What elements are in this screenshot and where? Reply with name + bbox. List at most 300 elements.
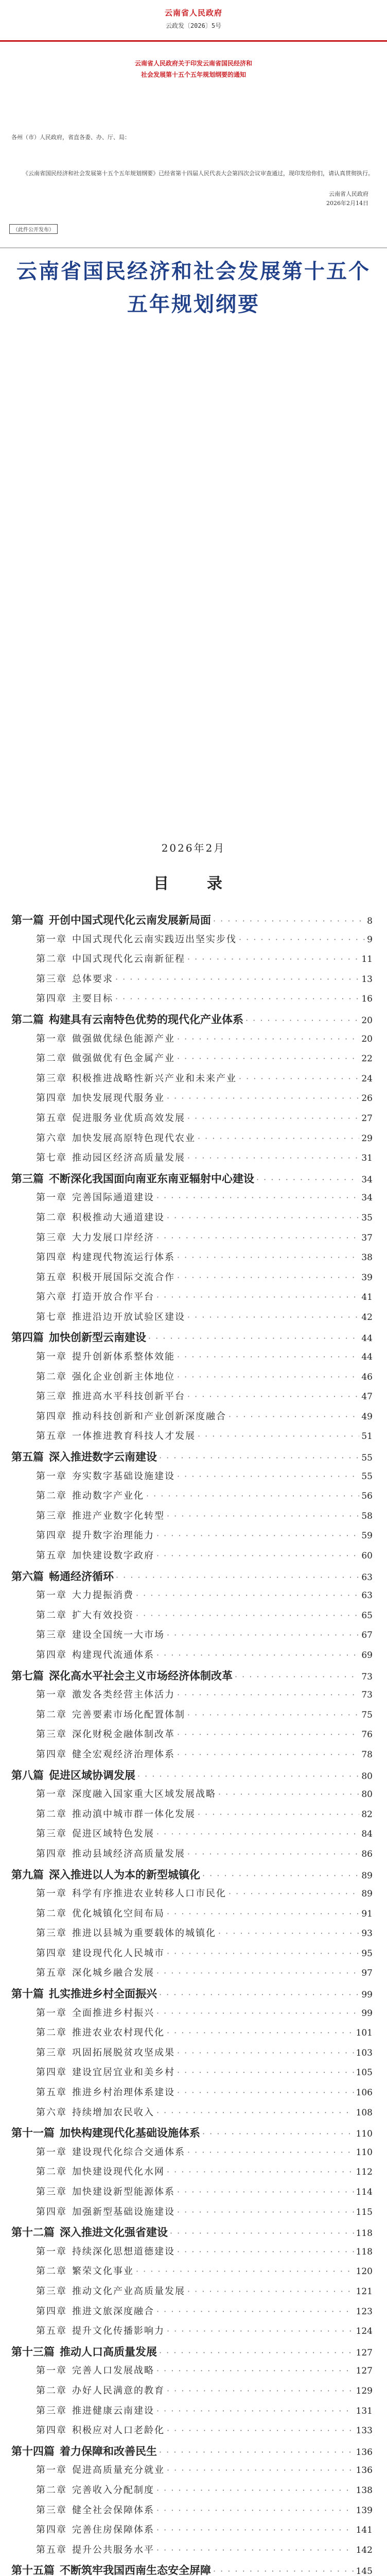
toc-leader-dots bbox=[245, 1015, 359, 1025]
toc-row-label: 第三章 bbox=[36, 2047, 67, 2058]
toc-page-number: 115 bbox=[356, 2207, 373, 2217]
toc-page-number: 37 bbox=[361, 1232, 373, 1243]
toc-chapter-row[interactable] bbox=[11, 2324, 373, 2344]
toc-row-title: 深化高水平社会主义市场经济体制改革 bbox=[49, 1669, 233, 1682]
toc-part-row[interactable] bbox=[11, 1986, 373, 2006]
toc-leader-dots bbox=[177, 1750, 359, 1759]
toc-chapter-row[interactable] bbox=[11, 1469, 373, 1489]
toc-row-title: 扩大有效投资 bbox=[72, 1609, 134, 1621]
toc-page-number: 95 bbox=[361, 1948, 373, 1959]
toc-chapter-row[interactable] bbox=[11, 1051, 373, 1071]
toc-row-title: 办好人民满意的教育 bbox=[72, 2385, 165, 2396]
toc-chapter-row[interactable] bbox=[11, 1310, 373, 1330]
toc-leader-dots bbox=[187, 1392, 359, 1401]
toc-chapter-row[interactable] bbox=[11, 2383, 373, 2403]
table-of-contents bbox=[11, 912, 373, 2576]
toc-row-title: 巩固拓展脱贫攻坚成果 bbox=[72, 2047, 175, 2058]
toc-row-label: 第六章 bbox=[36, 1132, 67, 1144]
toc-leader-dots bbox=[177, 2088, 354, 2097]
toc-part-row[interactable] bbox=[11, 1011, 373, 1031]
toc-leader-dots bbox=[239, 935, 365, 944]
toc-row-title: 加快建设现代化水网 bbox=[72, 2166, 165, 2178]
toc-row-title: 提升文化传播影响力 bbox=[72, 2326, 165, 2337]
toc-part-row[interactable] bbox=[11, 1449, 373, 1469]
toc-chapter-row[interactable] bbox=[11, 1270, 373, 1290]
toc-row-title: 着力保障和改善民生 bbox=[60, 2444, 157, 2458]
toc-page-number: 13 bbox=[361, 974, 373, 985]
toc-page-number: 73 bbox=[361, 1671, 373, 1682]
toc-chapter-row[interactable] bbox=[11, 1886, 373, 1906]
toc-row-title: 推进健康云南建设 bbox=[72, 2405, 154, 2416]
toc-leader-dots bbox=[156, 2008, 359, 2018]
toc-leader-dots bbox=[167, 1630, 359, 1640]
toc-leader-dots bbox=[167, 1948, 359, 1958]
toc-chapter-row[interactable] bbox=[11, 2244, 373, 2264]
toc-row-label: 第四章 bbox=[36, 1093, 67, 1104]
toc-page-number: 67 bbox=[361, 1630, 373, 1641]
toc-row-label: 第三章 bbox=[36, 1391, 67, 1402]
toc-row-title: 积极应对人口老龄化 bbox=[72, 2425, 165, 2436]
toc-row-label: 第五章 bbox=[36, 1431, 67, 1442]
toc-leader-dots bbox=[187, 1710, 359, 1720]
toc-leader-dots bbox=[213, 2566, 354, 2576]
toc-leader-dots bbox=[187, 2286, 354, 2296]
toc-chapter-row[interactable] bbox=[11, 2264, 373, 2284]
toc-leader-dots bbox=[198, 1133, 359, 1143]
toc-chapter-row[interactable] bbox=[11, 1389, 373, 1409]
toc-page-number: 38 bbox=[361, 1252, 373, 1263]
toc-row-title: 建设宜居宜业和美乡村 bbox=[72, 2067, 175, 2078]
toc-row-label: 第六篇 bbox=[11, 1569, 44, 1583]
toc-leader-dots bbox=[136, 2266, 354, 2276]
toc-row-title: 推动滇中城市群一体化发展 bbox=[72, 1808, 196, 1820]
toc-chapter-row[interactable] bbox=[11, 972, 373, 992]
toc-page-number: 44 bbox=[361, 1333, 373, 1344]
toc-chapter-row[interactable] bbox=[11, 1349, 373, 1369]
toc-leader-dots bbox=[159, 1453, 359, 1463]
toc-row-label: 第四章 bbox=[36, 2306, 67, 2317]
toc-leader-dots bbox=[187, 1153, 359, 1163]
toc-row-label: 第三篇 bbox=[11, 1172, 44, 1185]
toc-row-label: 第一章 bbox=[36, 934, 67, 945]
toc-chapter-row[interactable] bbox=[11, 1727, 373, 1747]
toc-row-label: 第四章 bbox=[36, 2524, 67, 2536]
toc-leader-dots bbox=[177, 1730, 359, 1739]
toc-leader-dots bbox=[177, 1252, 359, 1262]
toc-row-title: 推动科技创新和产业创新深度融合 bbox=[72, 1411, 226, 1422]
toc-row-label: 第三章 bbox=[36, 1510, 67, 1521]
toc-leader-dots bbox=[187, 1849, 359, 1859]
toc-part-row[interactable] bbox=[11, 1568, 373, 1588]
toc-chapter-row[interactable] bbox=[11, 1409, 373, 1429]
toc-page-number: 110 bbox=[356, 2129, 373, 2140]
toc-part-row[interactable] bbox=[11, 912, 373, 932]
toc-row-label: 第二章 bbox=[36, 1490, 67, 1502]
toc-page-number: 29 bbox=[361, 1133, 373, 1144]
toc-chapter-row[interactable] bbox=[11, 1190, 373, 1210]
toc-chapter-row[interactable] bbox=[11, 1588, 373, 1608]
toc-page-number: 133 bbox=[356, 2426, 373, 2436]
toc-row-title: 推进文旅深度融合 bbox=[72, 2306, 154, 2317]
toc-page-number: 73 bbox=[361, 1690, 373, 1701]
toc-row-title: 主要目标 bbox=[72, 993, 113, 1005]
toc-leader-dots bbox=[256, 1175, 359, 1184]
toc-chapter-row[interactable] bbox=[11, 1926, 373, 1946]
toc-leader-dots bbox=[187, 1113, 359, 1123]
main-title bbox=[0, 255, 387, 321]
toc-row-label: 第十三篇 bbox=[11, 2345, 55, 2358]
toc-row-title: 大力发展口岸经济 bbox=[72, 1232, 154, 1243]
toc-leader-dots bbox=[167, 2326, 354, 2336]
toc-leader-dots bbox=[146, 1491, 359, 1501]
toc-row-title: 推进沿边开放试验区建设 bbox=[72, 1311, 185, 1323]
toc-page-number: 141 bbox=[356, 2525, 373, 2536]
toc-leader-dots bbox=[167, 2028, 354, 2038]
toc-page-number: 112 bbox=[356, 2167, 373, 2178]
toc-row-label: 第六章 bbox=[36, 2107, 67, 2118]
toc-leader-dots bbox=[177, 1273, 359, 1282]
toc-chapter-row[interactable] bbox=[11, 1369, 373, 1389]
toc-row-label: 第九篇 bbox=[11, 1868, 44, 1881]
toc-part-row[interactable] bbox=[11, 1767, 373, 1787]
toc-page-number: 110 bbox=[356, 2147, 373, 2158]
toc-row-title: 建设全国统一大市场 bbox=[72, 1630, 165, 1641]
toc-page-number: 42 bbox=[361, 1312, 373, 1323]
toc-leader-dots bbox=[213, 916, 365, 926]
toc-row-label: 第八篇 bbox=[11, 1768, 44, 1782]
toc-row-title: 一体推进教育科技人才发展 bbox=[72, 1431, 196, 1442]
toc-page-number: 69 bbox=[361, 1650, 373, 1660]
toc-chapter-row[interactable] bbox=[11, 2503, 373, 2523]
toc-chapter-row[interactable] bbox=[11, 2145, 373, 2165]
toc-chapter-row[interactable] bbox=[11, 2304, 373, 2324]
toc-page-number: 118 bbox=[356, 2228, 373, 2239]
toc-row-label: 第五章 bbox=[36, 1550, 67, 1561]
toc-chapter-row[interactable] bbox=[11, 1787, 373, 1807]
toc-row-title: 深度融入国家重大区域发展战略 bbox=[72, 1789, 216, 1800]
toc-row-title: 加快建设新型能源体系 bbox=[72, 2187, 175, 2197]
toc-page-number: 124 bbox=[356, 2326, 373, 2337]
toc-row-title: 建设现代化综合交通体系 bbox=[72, 2146, 185, 2158]
toc-row-title: 激发各类经营主体活力 bbox=[72, 1689, 175, 1701]
toc-page-number: 26 bbox=[361, 1093, 373, 1104]
toc-page-number: 55 bbox=[361, 1453, 373, 1464]
toc-row-label: 第二章 bbox=[36, 1371, 67, 1382]
toc-row-title: 畅通经济循环 bbox=[49, 1569, 114, 1583]
toc-chapter-row[interactable] bbox=[11, 2184, 373, 2205]
toc-part-row[interactable] bbox=[11, 2562, 373, 2576]
toc-row-label: 第四章 bbox=[36, 1411, 67, 1422]
toc-part-row[interactable] bbox=[11, 1171, 373, 1191]
toc-row-label: 第三章 bbox=[36, 2504, 67, 2516]
toc-row-label: 第二章 bbox=[36, 1053, 67, 1064]
toc-chapter-row[interactable] bbox=[11, 1210, 373, 1230]
toc-row-label: 第二章 bbox=[36, 1808, 67, 1820]
toc-page-number: 11 bbox=[361, 954, 373, 965]
toc-leader-dots bbox=[167, 1093, 359, 1103]
toc-part-row[interactable] bbox=[11, 2125, 373, 2145]
toc-row-title: 中国式现代化云南新征程 bbox=[72, 954, 185, 965]
toc-row-label: 第一章 bbox=[36, 1470, 67, 1482]
toc-leader-dots bbox=[156, 2505, 354, 2515]
toc-part-row[interactable] bbox=[11, 1668, 373, 1688]
toc-row-title: 全面推进乡村振兴 bbox=[72, 2007, 154, 2019]
toc-page-number: 99 bbox=[361, 1990, 373, 2001]
toc-chapter-row[interactable] bbox=[11, 1031, 373, 1052]
toc-chapter-row[interactable] bbox=[11, 1628, 373, 1648]
toc-page-number: 75 bbox=[361, 1709, 373, 1720]
toc-row-title: 促进高质量充分就业 bbox=[72, 2465, 165, 2476]
notice-title bbox=[0, 58, 387, 80]
toc-page-number: 56 bbox=[361, 1491, 373, 1502]
toc-chapter-row[interactable] bbox=[11, 2205, 373, 2225]
toc-leader-dots bbox=[156, 1650, 359, 1660]
toc-page-number: 22 bbox=[361, 1054, 373, 1064]
toc-chapter-row[interactable] bbox=[11, 1846, 373, 1867]
toc-leader-dots bbox=[177, 2207, 354, 2217]
toc-row-title: 推动文化产业高质量发展 bbox=[72, 2285, 185, 2297]
toc-row-title: 构建现代物流运行体系 bbox=[72, 1252, 175, 1263]
toc-leader-dots bbox=[177, 1352, 359, 1362]
toc-row-label: 第三章 bbox=[36, 973, 67, 985]
toc-row-label: 第六章 bbox=[36, 1292, 67, 1303]
toc-leader-dots bbox=[218, 1928, 359, 1938]
toc-row-label: 第一章 bbox=[36, 1888, 67, 1900]
toc-page-number: 89 bbox=[361, 1870, 373, 1881]
toc-page-number: 118 bbox=[356, 2246, 373, 2257]
toc-page-number: 24 bbox=[361, 1073, 373, 1084]
toc-part-row[interactable] bbox=[11, 2443, 373, 2463]
toc-row-label: 第一章 bbox=[36, 2146, 67, 2158]
toc-row-label: 第二章 bbox=[36, 1908, 67, 1919]
toc-page-number: 106 bbox=[356, 2088, 373, 2098]
toc-chapter-row[interactable] bbox=[11, 2045, 373, 2065]
toc-chapter-row[interactable] bbox=[11, 1528, 373, 1548]
toc-chapter-row[interactable] bbox=[11, 1965, 373, 1986]
toc-leader-dots bbox=[159, 2348, 354, 2358]
toc-leader-dots bbox=[239, 1074, 359, 1083]
toc-row-label: 第二章 bbox=[36, 2027, 67, 2039]
toc-row-label: 第三章 bbox=[36, 1232, 67, 1243]
toc-chapter-row[interactable] bbox=[11, 2543, 373, 2563]
toc-row-title: 做强做优绿色能源产业 bbox=[72, 1033, 175, 1044]
toc-page-number: 31 bbox=[361, 1153, 373, 1164]
toc-row-label: 第二章 bbox=[36, 2385, 67, 2396]
toc-chapter-row[interactable] bbox=[11, 1488, 373, 1509]
toc-chapter-row[interactable] bbox=[11, 1230, 373, 1250]
toc-page-number: 89 bbox=[361, 1889, 373, 1900]
toc-chapter-row[interactable] bbox=[11, 1509, 373, 1529]
toc-row-label: 第七章 bbox=[36, 1153, 67, 1164]
document-number: 云政发〔2026〕5号 bbox=[165, 22, 222, 29]
toc-page-number: 129 bbox=[356, 2385, 373, 2396]
toc-chapter-row[interactable] bbox=[11, 991, 373, 1011]
toc-row-title: 持续增加农民收入 bbox=[72, 2107, 154, 2118]
toc-page-number: 51 bbox=[361, 1431, 373, 1442]
toc-leader-dots bbox=[187, 1312, 359, 1322]
toc-row-label: 第四章 bbox=[36, 2206, 67, 2217]
notice-title-line2: 社会发展第十五个五年规划纲要的通知 bbox=[140, 71, 246, 78]
toc-chapter-row[interactable] bbox=[11, 1648, 373, 1668]
toc-page-number: 27 bbox=[361, 1113, 373, 1124]
toc-chapter-row[interactable] bbox=[11, 2164, 373, 2184]
recipients: 各州（市）人民政府，省直各委、办、厅、局： bbox=[11, 134, 130, 141]
toc-leader-dots bbox=[177, 1690, 359, 1700]
toc-row-title: 科学有序推进农业转移人口市民化 bbox=[72, 1888, 226, 1900]
toc-chapter-row[interactable] bbox=[11, 2006, 373, 2026]
toc-leader-dots bbox=[156, 2108, 354, 2117]
toc-chapter-row[interactable] bbox=[11, 2483, 373, 2503]
toc-page-number: 49 bbox=[361, 1411, 373, 1422]
toc-row-title: 积极开展国际交流合作 bbox=[72, 1272, 175, 1283]
toc-page-number: 142 bbox=[356, 2545, 373, 2555]
toc-chapter-row[interactable] bbox=[11, 1111, 373, 1131]
toc-chapter-row[interactable] bbox=[11, 1807, 373, 1827]
toc-page-number: 120 bbox=[356, 2266, 373, 2277]
toc-page-number: 20 bbox=[361, 1033, 373, 1044]
toc-page-number: 78 bbox=[361, 1749, 373, 1760]
toc-leader-dots bbox=[156, 1829, 359, 1839]
toc-row-title: 优化城镇化空间布局 bbox=[72, 1908, 165, 1919]
toc-page-number: 58 bbox=[361, 1511, 373, 1521]
toc-chapter-row[interactable] bbox=[11, 1707, 373, 1727]
toc-page-number: 127 bbox=[356, 2366, 373, 2377]
toc-leader-dots bbox=[156, 1551, 359, 1561]
toc-chapter-row[interactable] bbox=[11, 1548, 373, 1568]
toc-row-title: 提升数字治理能力 bbox=[72, 1530, 154, 1541]
toc-row-title: 推动人口高质量发展 bbox=[60, 2345, 157, 2358]
issuer-name: 云南省人民政府 bbox=[164, 8, 222, 18]
toc-chapter-row[interactable] bbox=[11, 2065, 373, 2085]
toc-chapter-row[interactable] bbox=[11, 2085, 373, 2105]
toc-row-label: 第七章 bbox=[36, 1311, 67, 1323]
toc-row-title: 不断深化我国面向南亚东南亚辐射中心建设 bbox=[49, 1172, 254, 1185]
toc-chapter-row[interactable] bbox=[11, 1131, 373, 1151]
toc-page-number: 138 bbox=[356, 2485, 373, 2496]
toc-chapter-row[interactable] bbox=[11, 1429, 373, 1449]
toc-chapter-row[interactable] bbox=[11, 952, 373, 972]
toc-row-title: 积极推动大通道建设 bbox=[72, 1212, 165, 1223]
toc-leader-dots bbox=[177, 2067, 354, 2077]
toc-row-title: 夯实数字基础设施建设 bbox=[72, 1470, 175, 1482]
toc-part-row[interactable] bbox=[11, 2224, 373, 2244]
section-divider bbox=[0, 247, 387, 248]
toc-page-number: 80 bbox=[361, 1789, 373, 1800]
toc-chapter-row[interactable] bbox=[11, 1747, 373, 1767]
toc-chapter-row[interactable] bbox=[11, 1906, 373, 1926]
toc-row-label: 第一章 bbox=[36, 1192, 67, 1204]
toc-chapter-row[interactable] bbox=[11, 1150, 373, 1171]
toc-page-number: 8 bbox=[367, 916, 373, 926]
toc-row-title: 推动县域经济高质量发展 bbox=[72, 1848, 185, 1859]
toc-page-number: 34 bbox=[361, 1174, 373, 1185]
toc-leader-dots bbox=[167, 2167, 354, 2177]
toc-row-title: 构建具有云南特色优势的现代化产业体系 bbox=[49, 1012, 243, 1026]
toc-row-title: 做强做优有色金属产业 bbox=[72, 1053, 175, 1064]
toc-row-title: 推进乡村治理体系建设 bbox=[72, 2087, 175, 2098]
toc-chapter-row[interactable] bbox=[11, 2423, 373, 2443]
toc-leader-dots bbox=[198, 1431, 359, 1441]
toc-chapter-row[interactable] bbox=[11, 1091, 373, 1111]
toc-row-label: 第三章 bbox=[36, 1630, 67, 1641]
publish-note: （此件公开发布） bbox=[9, 224, 58, 234]
toc-leader-dots bbox=[156, 2525, 354, 2535]
toc-chapter-row[interactable] bbox=[11, 2403, 373, 2424]
toc-row-label: 第七篇 bbox=[11, 1669, 44, 1682]
toc-chapter-row[interactable] bbox=[11, 1826, 373, 1846]
toc-row-label: 第三章 bbox=[36, 1073, 67, 1084]
toc-page-number: 20 bbox=[361, 1015, 373, 1026]
toc-row-title: 提升公共服务水平 bbox=[72, 2544, 154, 2555]
toc-row-title: 加快建设数字政府 bbox=[72, 1550, 154, 1561]
toc-leader-dots bbox=[167, 1909, 359, 1919]
toc-page-number: 80 bbox=[361, 1771, 373, 1782]
toc-row-label: 第四章 bbox=[36, 1530, 67, 1541]
toc-leader-dots bbox=[136, 1611, 359, 1620]
toc-row-label: 第三章 bbox=[36, 2285, 67, 2297]
toc-chapter-row[interactable] bbox=[11, 2105, 373, 2125]
toc-part-row[interactable] bbox=[11, 1329, 373, 1349]
toc-chapter-row[interactable] bbox=[11, 1687, 373, 1707]
toc-chapter-row[interactable] bbox=[11, 1290, 373, 1310]
toc-page-number: 103 bbox=[356, 2047, 373, 2058]
toc-page-number: 47 bbox=[361, 1392, 373, 1402]
toc-leader-dots bbox=[156, 1233, 359, 1243]
toc-chapter-row[interactable] bbox=[11, 1250, 373, 1270]
toc-row-label: 第一章 bbox=[36, 1033, 67, 1044]
toc-part-row[interactable] bbox=[11, 1867, 373, 1887]
toc-page-number: 44 bbox=[361, 1352, 373, 1363]
toc-chapter-row[interactable] bbox=[11, 1946, 373, 1966]
toc-chapter-row[interactable] bbox=[11, 932, 373, 952]
toc-row-title: 深入推进数字云南建设 bbox=[49, 1450, 157, 1464]
toc-row-label: 第二章 bbox=[36, 2166, 67, 2178]
toc-row-label: 第五章 bbox=[36, 1112, 67, 1124]
toc-page-number: 41 bbox=[361, 1292, 373, 1303]
toc-chapter-row[interactable] bbox=[11, 2363, 373, 2383]
toc-chapter-row[interactable] bbox=[11, 2025, 373, 2045]
toc-chapter-row[interactable] bbox=[11, 2522, 373, 2543]
toc-chapter-row[interactable] bbox=[11, 2463, 373, 2483]
toc-leader-dots bbox=[156, 1292, 359, 1302]
toc-leader-dots bbox=[116, 1572, 359, 1582]
toc-row-title: 推进以县城为重要载体的城镇化 bbox=[72, 1928, 216, 1939]
toc-leader-dots bbox=[170, 2228, 354, 2238]
toc-row-title: 强化企业创新主体地位 bbox=[72, 1371, 175, 1382]
toc-row-title: 建设现代化人民城市 bbox=[72, 1947, 165, 1959]
toc-row-label: 第十五篇 bbox=[11, 2564, 55, 2576]
toc-row-label: 第三章 bbox=[36, 1828, 67, 1840]
toc-chapter-row[interactable] bbox=[11, 1608, 373, 1628]
toc-row-label: 第五章 bbox=[36, 2326, 67, 2337]
toc-date: 2026年2月 bbox=[161, 842, 226, 854]
toc-leader-dots bbox=[177, 2187, 354, 2197]
toc-row-title: 扎实推进乡村全面振兴 bbox=[49, 1987, 157, 2001]
toc-leader-dots bbox=[167, 2386, 354, 2396]
toc-row-label: 第一章 bbox=[36, 2246, 67, 2257]
signature-block bbox=[326, 190, 368, 208]
toc-row-title: 大力提振消费 bbox=[72, 1590, 134, 1601]
toc-chapter-row[interactable] bbox=[11, 2284, 373, 2304]
toc-row-title: 推进产业数字化转型 bbox=[72, 1510, 165, 1521]
toc-leader-dots bbox=[167, 2465, 354, 2475]
toc-leader-dots bbox=[218, 1789, 359, 1799]
toc-leader-dots bbox=[202, 1871, 359, 1880]
toc-row-label: 第五章 bbox=[36, 2544, 67, 2555]
toc-part-row[interactable] bbox=[11, 2344, 373, 2364]
toc-chapter-row[interactable] bbox=[11, 1071, 373, 1091]
toc-page-number: 121 bbox=[356, 2286, 373, 2297]
